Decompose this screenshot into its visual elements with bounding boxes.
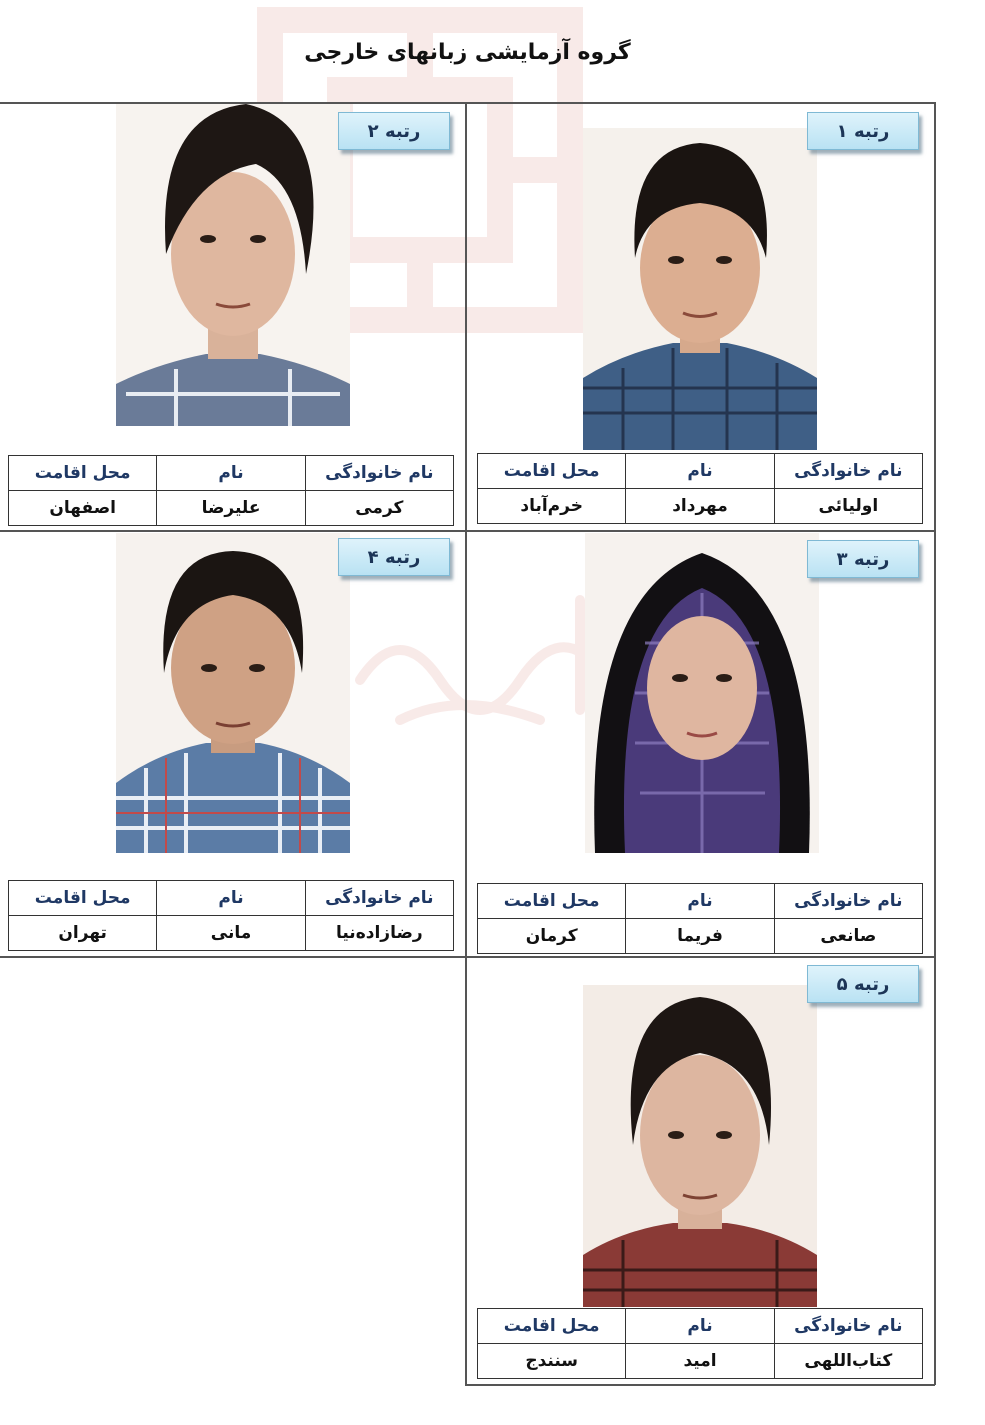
name-value: علیرضا <box>157 491 305 526</box>
grid-right-vertical <box>934 102 936 1385</box>
table-header-row <box>478 884 923 919</box>
column-name-label: نام <box>626 454 774 489</box>
table-header-row <box>478 1309 923 1344</box>
table-header-row <box>9 456 454 491</box>
name-value: فریما <box>626 919 774 954</box>
column-name-label: نام <box>157 456 305 491</box>
family-value: اولیائی <box>774 489 922 524</box>
page-title: گروه آزمایشی زبانهای خارجی <box>304 40 631 65</box>
rank-5-badge: رتبه ۵ <box>807 965 919 1003</box>
table-header-row <box>9 881 454 916</box>
column-city-label: محل اقامت <box>478 1309 626 1344</box>
rank-4-info-table <box>8 880 454 951</box>
column-family-label: نام خانوادگی <box>305 456 453 491</box>
column-family-label: نام خانوادگی <box>305 881 453 916</box>
table-row <box>9 916 454 951</box>
portrait-image <box>116 104 350 426</box>
family-value: کتاب‌اللهی <box>774 1344 922 1379</box>
portrait-image <box>583 985 817 1307</box>
table-row <box>478 1344 923 1379</box>
column-city-label: محل اقامت <box>478 884 626 919</box>
portrait-image <box>585 533 819 853</box>
rank-4-photo <box>116 533 350 853</box>
table-row <box>478 489 923 524</box>
rank-2-photo <box>116 104 350 426</box>
rank-1-info-table <box>477 453 923 524</box>
column-city-label: محل اقامت <box>9 881 157 916</box>
table-row <box>9 491 454 526</box>
rank-3-info-table <box>477 883 923 954</box>
grid-row-line-1 <box>0 530 935 532</box>
column-city-label: محل اقامت <box>478 454 626 489</box>
rank-4-badge: رتبه ۴ <box>338 538 450 576</box>
family-value: صانعی <box>774 919 922 954</box>
rank-1-photo <box>583 128 817 450</box>
portrait-image <box>116 533 350 853</box>
rank-2-info-table <box>8 455 454 526</box>
column-name-label: نام <box>626 884 774 919</box>
family-value: رضازاده‌نیا <box>305 916 453 951</box>
name-value: امید <box>626 1344 774 1379</box>
rank-1-badge: رتبه ۱ <box>807 112 919 150</box>
family-value: کرمی <box>305 491 453 526</box>
city-value: کرمان <box>478 919 626 954</box>
column-name-label: نام <box>157 881 305 916</box>
table-header-row <box>478 454 923 489</box>
column-city-label: محل اقامت <box>9 456 157 491</box>
city-value: تهران <box>9 916 157 951</box>
city-value: سنندج <box>478 1344 626 1379</box>
rank-5-photo <box>583 985 817 1307</box>
rank-2-badge: رتبه ۲ <box>338 112 450 150</box>
city-value: خرم‌آباد <box>478 489 626 524</box>
portrait-image <box>583 128 817 450</box>
grid-bottom-line <box>465 1384 935 1386</box>
rank-5-info-table <box>477 1308 923 1379</box>
name-value: مهرداد <box>626 489 774 524</box>
table-row <box>478 919 923 954</box>
column-family-label: نام خانوادگی <box>774 1309 922 1344</box>
rank-3-photo <box>585 533 819 853</box>
city-value: اصفهان <box>9 491 157 526</box>
column-family-label: نام خانوادگی <box>774 884 922 919</box>
column-family-label: نام خانوادگی <box>774 454 922 489</box>
name-value: مانی <box>157 916 305 951</box>
column-name-label: نام <box>626 1309 774 1344</box>
grid-row-line-2 <box>0 956 935 958</box>
grid-middle-vertical <box>465 102 467 1385</box>
rank-3-badge: رتبه ۳ <box>807 540 919 578</box>
